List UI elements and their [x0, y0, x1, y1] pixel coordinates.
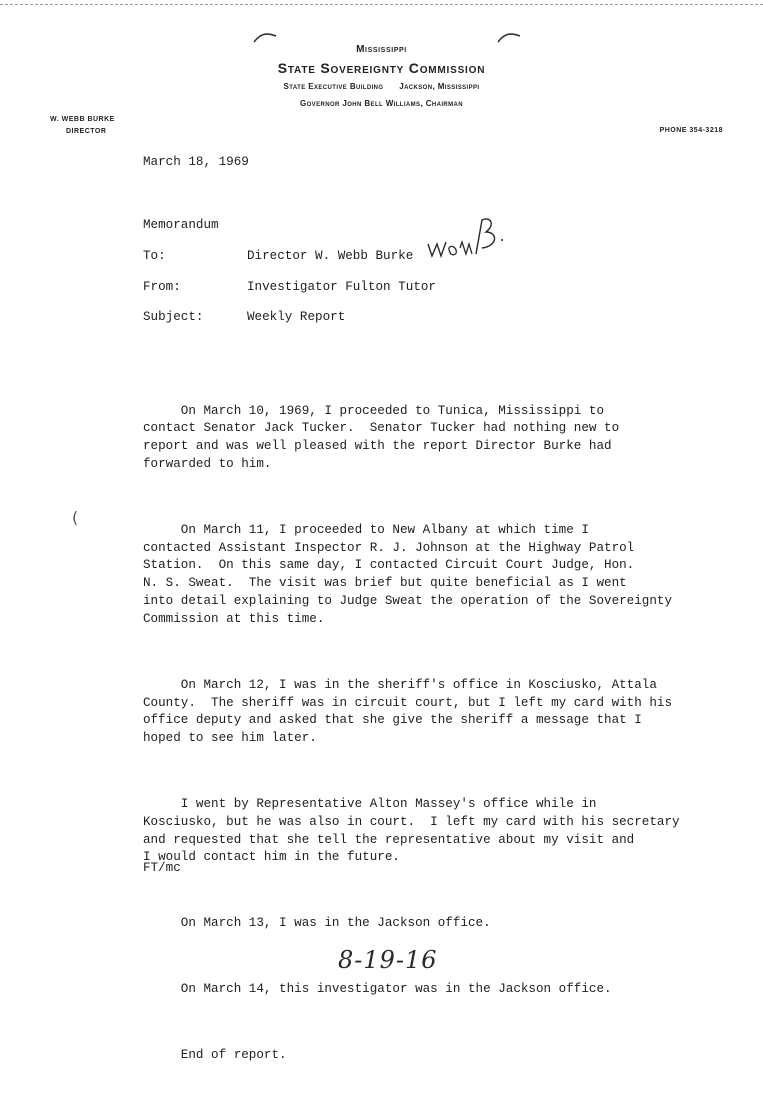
body-paragraph-7: End of report.	[143, 1048, 287, 1063]
body-paragraph-4: I went by Representative Alton Massey's office while in Kosciusko, but he was also in court. I left my card with his secretary and requested that she tell the representative about my visit and I would contact him in the future.	[143, 797, 680, 865]
subject-label: Subject:	[143, 310, 204, 324]
memo-date: March 18, 1969	[143, 155, 249, 169]
body-paragraph-2: On March 11, I proceeded to New Albany at which time I contacted Assistant Inspector R. J. Johnson at the Highway Patrol Station. On this same day, I contacted Circuit Court Judge, Hon. N. S. Sweat. The visit was brief but quite beneficial as I went into detail explaining to Judge Sweat the operation of the Sovereignty Commission at this time.	[143, 522, 673, 626]
director-name: W. WEBB BURKE	[50, 116, 115, 123]
handwritten-date: 8-19-16	[338, 946, 438, 974]
subject-value: Weekly Report	[247, 310, 346, 324]
letterhead-flourish-right	[496, 30, 522, 44]
handwritten-initials-signature	[424, 214, 514, 264]
letterhead-flourish-left	[252, 30, 278, 44]
phone-number: PHONE 354-3218	[659, 127, 723, 134]
letterhead-building: State Executive Building	[283, 82, 384, 91]
memo-body	[143, 367, 703, 1113]
scan-edge-line	[0, 4, 763, 5]
letterhead-city: Jackson, Mississippi	[399, 82, 480, 91]
letterhead-governor: Governor John Bell Williams, Chairman	[299, 99, 464, 108]
body-paragraph-5: On March 13, I was in the Jackson office.	[143, 916, 491, 931]
body-paragraph-1: On March 10, 1969, I proceeded to Tunica, Mississippi to contact Senator Jack Tucker. Senator Tucker had nothing new to report and was well pleased with the report Director Burke had forwarded to him.	[143, 403, 620, 471]
memo-heading: Memorandum	[143, 218, 219, 232]
body-paragraph-3: On March 12, I was in the sheriff's office in Kosciusko, Attala County. The sheriff was in circuit court, but I left my card with his office deputy and asked that she give the sheriff a message that I hoped to see him later.	[143, 677, 673, 746]
typist-initials: FT/mc	[143, 861, 181, 875]
from-label: From:	[143, 280, 181, 294]
to-value: Director W. Webb Burke	[247, 249, 414, 263]
letterhead-commission: State Sovereignty Commission	[277, 60, 486, 76]
letterhead-address	[0, 82, 763, 91]
letterhead-state: Mississippi	[356, 44, 407, 55]
director-title: DIRECTOR	[66, 128, 107, 135]
body-paragraph-6: On March 14, this investigator was in the Jackson office.	[143, 982, 612, 997]
to-label: To:	[143, 249, 166, 263]
from-value: Investigator Fulton Tutor	[247, 280, 436, 294]
margin-stray-mark: (	[72, 508, 79, 527]
